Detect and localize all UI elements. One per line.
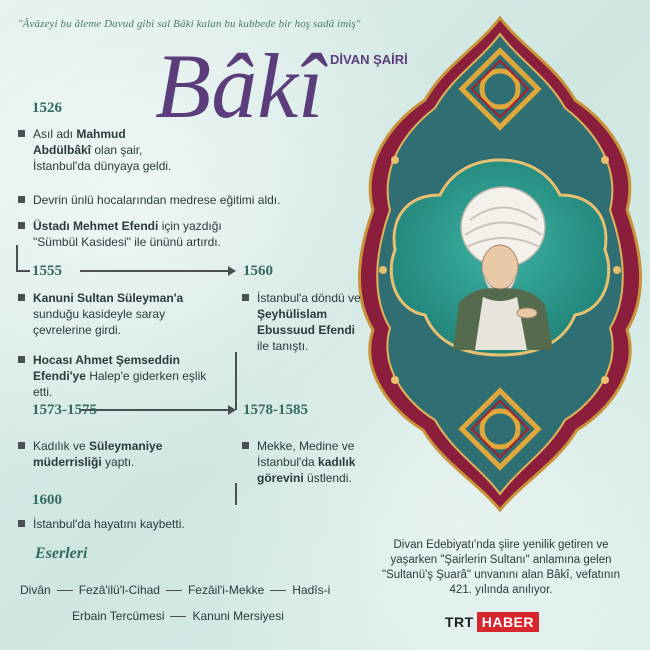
bullet-icon — [18, 130, 25, 137]
timeline-connector — [80, 270, 228, 272]
event-1555-kaside: Kanuni Sultan Süleyman'a sunduğu kasideyle saray çevrelerine girdi. — [33, 290, 213, 338]
year-1578-1585: 1578-1585 — [243, 402, 308, 418]
dash-separator — [166, 590, 182, 591]
bullet-icon — [242, 442, 249, 449]
works-title: Eserleri — [35, 545, 88, 562]
event-1526-birth: Asıl adı Mahmud Abdülbâkî olan şair, İstanbul'da dünyaya geldi. — [33, 126, 183, 174]
event-1573: Kadılık ve Süleymaniye müderrisliği yaptı. — [33, 438, 203, 470]
bullet-icon — [242, 294, 249, 301]
event-1600: İstanbul'da hayatını kaybetti. — [33, 516, 233, 532]
bullet-icon — [18, 294, 25, 301]
arrow-head-icon — [228, 266, 236, 276]
year-1573-1575: 1573-1575 — [32, 402, 97, 418]
works-row-2 — [72, 609, 284, 623]
work-item: Fezâil'i-Mekke — [187, 583, 265, 597]
trt-haber-logo: TRT HABER — [445, 612, 539, 632]
subtitle: DİVAN ŞAİRİ — [330, 52, 408, 67]
arrow-head-icon — [228, 405, 236, 415]
timeline-connector — [235, 483, 237, 505]
page-title: Bâkî — [155, 35, 324, 137]
work-item: Kanuni Mersiyesi — [192, 609, 284, 623]
works-row-1 — [20, 583, 330, 597]
year-1560: 1560 — [243, 263, 273, 279]
timeline-connector — [16, 270, 30, 272]
event-1555-halep: Hocası Ahmet Şemseddin Efendi'ye Halep'e giderken eşlik etti. — [33, 352, 213, 400]
poem-quote: "Âvâzeyi bu âleme Davud gibi sal Bâki kalan bu kubbede bir hoş sadâ imiş" — [18, 18, 361, 30]
year-1600: 1600 — [32, 492, 62, 508]
year-1555: 1555 — [32, 263, 62, 279]
year-1526: 1526 — [32, 100, 62, 116]
dash-separator — [270, 590, 286, 591]
timeline-connector — [16, 245, 18, 271]
bullet-icon — [18, 196, 25, 203]
event-1526-sumbul: Üstadı Mehmet Efendi için yazdığı "Sümbül Kasidesi" ile ününü artırdı. — [33, 218, 253, 250]
work-item: Divân — [20, 583, 51, 597]
bullet-icon — [18, 520, 25, 527]
work-item: Hadîs-i — [292, 583, 331, 597]
work-item: Fezâ'ilü'l-Cihad — [78, 583, 160, 597]
timeline-connector — [235, 352, 237, 410]
event-1578: Mekke, Medine ve İstanbul'da kadılık görevini üstlendi. — [257, 438, 372, 486]
bullet-icon — [18, 222, 25, 229]
dash-separator — [170, 616, 186, 617]
work-item: Erbain Tercümesi — [72, 609, 165, 623]
footer-description: Divan Edebiyatı'nda şiire yenilik getiren ve yaşarken "Şairlerin Sultanı" anlamına gelen "Sultanü'ş Şuarâ" unvanını alan Bâkî, vefatının 421. yılında anılıyor. — [382, 539, 620, 596]
dash-separator — [57, 590, 73, 591]
event-1560: İstanbul'a döndü ve Şeyhülislam Ebussuud Efendi ile tanıştı. — [257, 290, 367, 354]
bullet-icon — [18, 442, 25, 449]
poet-portrait — [445, 185, 565, 350]
timeline-connector — [80, 409, 228, 411]
bullet-icon — [18, 356, 25, 363]
event-1526-education: Devrin ünlü hocalarından medrese eğitimi aldı. — [33, 192, 333, 208]
